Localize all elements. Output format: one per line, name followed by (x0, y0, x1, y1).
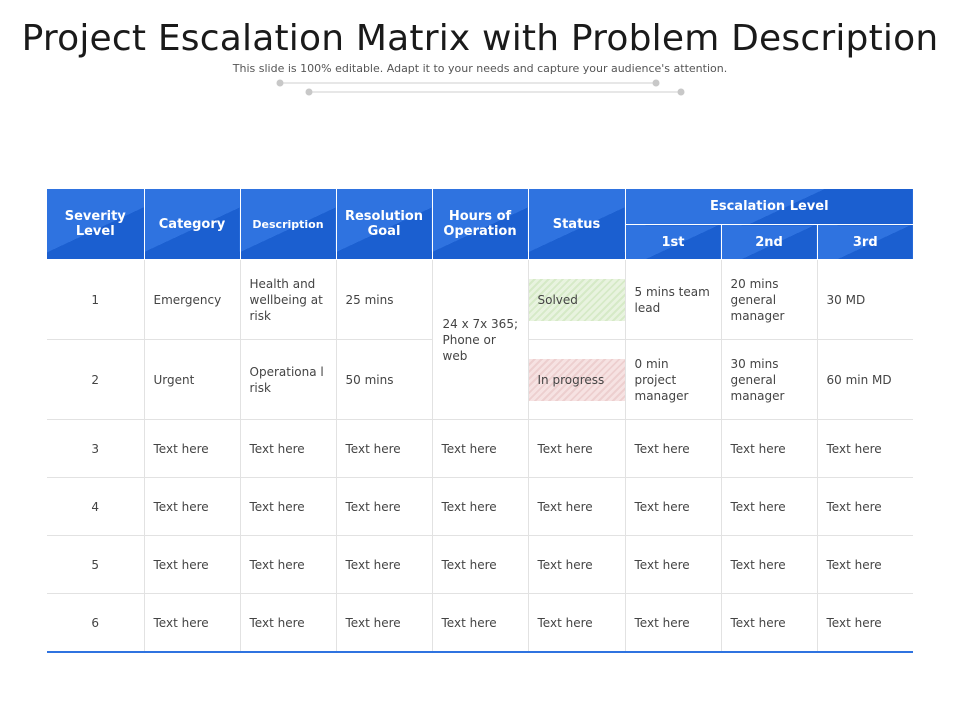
page-title: Project Escalation Matrix with Problem Description (21, 18, 939, 59)
escalation-2nd-cell: 20 mins general manager (721, 260, 817, 340)
escalation-2nd-cell: Text here (721, 478, 817, 536)
description-cell: Text here (240, 536, 336, 594)
category-cell: Text here (144, 478, 240, 536)
header-escalation-3rd: 3rd (817, 225, 913, 260)
table-row (47, 478, 913, 536)
escalation-3rd-cell: Text here (817, 594, 913, 653)
escalation-1st-cell: Text here (625, 420, 721, 478)
hours-cell: Text here (432, 420, 528, 478)
table-row (47, 594, 913, 653)
description-cell: Operationa l risk (240, 340, 336, 420)
description-cell: Text here (240, 594, 336, 653)
decorative-divider (276, 76, 686, 96)
table-row (47, 260, 913, 340)
hours-of-operation-text: 24 x 7x 365; Phone or web (442, 316, 518, 363)
status-badge-solved: Solved (529, 279, 625, 321)
escalation-2nd-cell: Text here (721, 594, 817, 653)
status-cell (528, 340, 625, 420)
category-cell: Text here (144, 536, 240, 594)
hours-cell: Text here (432, 478, 528, 536)
status-cell: Text here (528, 536, 625, 594)
escalation-1st-cell: Text here (625, 536, 721, 594)
severity-cell: 4 (47, 478, 144, 536)
table-row (47, 536, 913, 594)
description-cell: Text here (240, 420, 336, 478)
resolution-cell: 50 mins (336, 340, 432, 420)
status-cell: Text here (528, 594, 625, 653)
description-cell: Health and wellbeing at risk (240, 260, 336, 340)
category-cell: Text here (144, 594, 240, 653)
severity-cell: 5 (47, 536, 144, 594)
header-severity-level: Severity Level (47, 189, 144, 260)
status-cell: Text here (528, 478, 625, 536)
hours-cell: Text here (432, 594, 528, 653)
escalation-matrix-table (47, 189, 913, 653)
status-badge-in-progress: In progress (529, 359, 625, 401)
resolution-cell: 25 mins (336, 260, 432, 340)
escalation-3rd-cell: 60 min MD (817, 340, 913, 420)
resolution-cell: Text here (336, 536, 432, 594)
severity-cell: 2 (47, 340, 144, 420)
status-cell: Text here (528, 420, 625, 478)
header-escalation-2nd: 2nd (721, 225, 817, 260)
severity-cell: 1 (47, 260, 144, 340)
header-escalation-1st: 1st (625, 225, 721, 260)
category-cell: Text here (144, 420, 240, 478)
escalation-3rd-cell: Text here (817, 536, 913, 594)
header-escalation-level: Escalation Level (625, 189, 913, 225)
escalation-1st-cell: Text here (625, 594, 721, 653)
escalation-3rd-cell: Text here (817, 420, 913, 478)
category-cell: Urgent (144, 340, 240, 420)
hours-of-operation-cell (432, 260, 528, 420)
resolution-cell: Text here (336, 594, 432, 653)
table-row (47, 420, 913, 478)
header-status: Status (528, 189, 625, 260)
resolution-cell: Text here (336, 420, 432, 478)
status-cell (528, 260, 625, 340)
header-hours-of-operation: Hours of Operation (432, 189, 528, 260)
severity-cell: 3 (47, 420, 144, 478)
page-subtitle: This slide is 100% editable. Adapt it to your needs and capture your audience's attention. (232, 62, 728, 75)
resolution-cell: Text here (336, 478, 432, 536)
escalation-3rd-cell: 30 MD (817, 260, 913, 340)
escalation-1st-cell: Text here (625, 478, 721, 536)
severity-cell: 6 (47, 594, 144, 653)
escalation-1st-cell: 0 min project manager (625, 340, 721, 420)
description-cell: Text here (240, 478, 336, 536)
escalation-2nd-cell: 30 mins general manager (721, 340, 817, 420)
hours-cell: Text here (432, 536, 528, 594)
escalation-2nd-cell: Text here (721, 536, 817, 594)
category-cell: Emergency (144, 260, 240, 340)
header-description: Description (240, 189, 336, 260)
escalation-2nd-cell: Text here (721, 420, 817, 478)
header-category: Category (144, 189, 240, 260)
header-resolution-goal: Resolution Goal (336, 189, 432, 260)
escalation-3rd-cell: Text here (817, 478, 913, 536)
escalation-1st-cell: 5 mins team lead (625, 260, 721, 340)
